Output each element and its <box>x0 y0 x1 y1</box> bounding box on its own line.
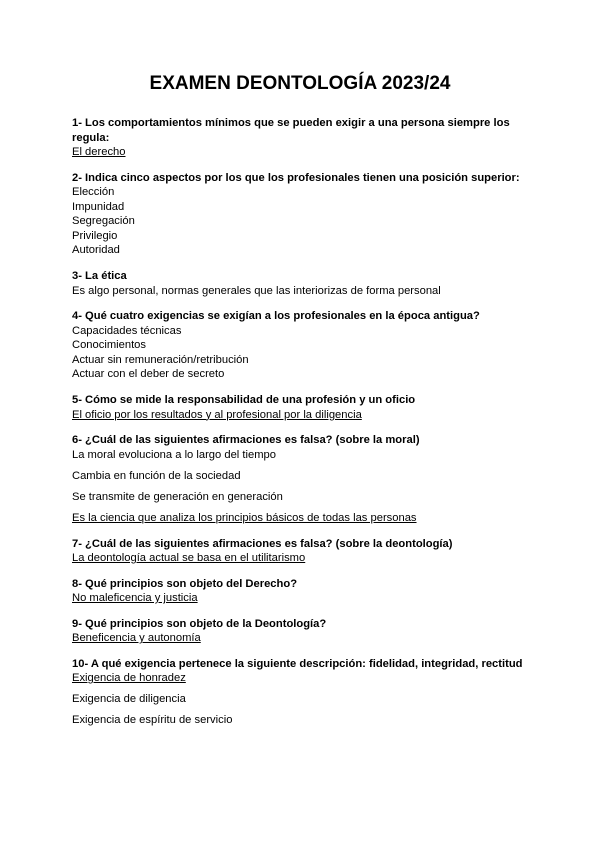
question-5 <box>72 393 532 422</box>
answer-item: Segregación <box>72 215 135 228</box>
answer-correct: El derecho <box>72 146 126 158</box>
question-text: 10- A qué exigencia pertenece la siguiente descripción: fidelidad, integridad, rectitud <box>72 657 523 670</box>
answer-item: Privilegio <box>72 229 118 242</box>
answer-item: Elección <box>72 186 115 199</box>
answer-option: Se transmite de generación en generación <box>72 490 283 503</box>
question-3 <box>72 269 532 298</box>
question-text: 6- ¿Cuál de las siguientes afirmaciones es falsa? (sobre la moral) <box>72 434 420 447</box>
answer-option: Exigencia de diligencia <box>72 693 186 706</box>
question-text: 5- Cómo se mide la responsabilidad de una profesión y un oficio <box>72 394 416 407</box>
question-text: 1- Los comportamientos mínimos que se pueden exigir a una persona siempre los regula: <box>72 117 510 144</box>
question-8 <box>72 577 532 606</box>
answer-correct: La deontología actual se basa en el utilitarismo <box>72 552 306 564</box>
question-text: 4- Qué cuatro exigencias se exigían a los profesionales en la época antigua? <box>72 310 480 323</box>
answer-correct: Exigencia de honradez <box>72 672 186 685</box>
answer-item: Es algo personal, normas generales que las interiorizas de forma personal <box>72 284 441 297</box>
answer-correct: No maleficencia y justicia <box>72 592 198 605</box>
question-text: 2- Indica cinco aspectos por los que los profesionales tienen una posición superior: <box>72 171 520 184</box>
answer-option: Exigencia de espíritu de servicio <box>72 714 233 727</box>
answer-item: Capacidades técnicas <box>72 324 182 337</box>
question-text: 3- La ética <box>72 270 127 283</box>
question-10 <box>72 657 532 728</box>
answer-option: Cambia en función de la sociedad <box>72 469 241 482</box>
question-text: 8- Qué principios son objeto del Derecho? <box>72 577 298 590</box>
question-2 <box>72 171 532 258</box>
questions-list <box>72 116 532 739</box>
answer-item: Autoridad <box>72 244 120 257</box>
answer-item: Impunidad <box>72 200 125 213</box>
question-text: 9- Qué principios son objeto de la Deontología? <box>72 617 327 630</box>
question-4 <box>72 309 532 382</box>
page-title: EXAMEN DEONTOLOGÍA 2023/24 <box>149 73 451 94</box>
question-6 <box>72 433 532 525</box>
answer-item: Conocimientos <box>72 339 146 352</box>
question-1 <box>72 116 532 160</box>
answer-correct: Beneficencia y autonomía <box>72 632 201 645</box>
answer-item: Actuar sin remuneración/retribución <box>72 353 249 366</box>
answer-item: Actuar con el deber de secreto <box>72 368 225 381</box>
question-text: 7- ¿Cuál de las siguientes afirmaciones es falsa? (sobre la deontología) <box>72 537 453 550</box>
answer-correct: El oficio por los resultados y al profesional por la diligencia <box>72 408 362 421</box>
question-7 <box>72 537 532 566</box>
answer-option: La moral evoluciona a lo largo del tiempo <box>72 448 276 461</box>
answer-correct: Es la ciencia que analiza los principios básicos de todas las personas <box>72 511 417 524</box>
question-9 <box>72 617 532 646</box>
